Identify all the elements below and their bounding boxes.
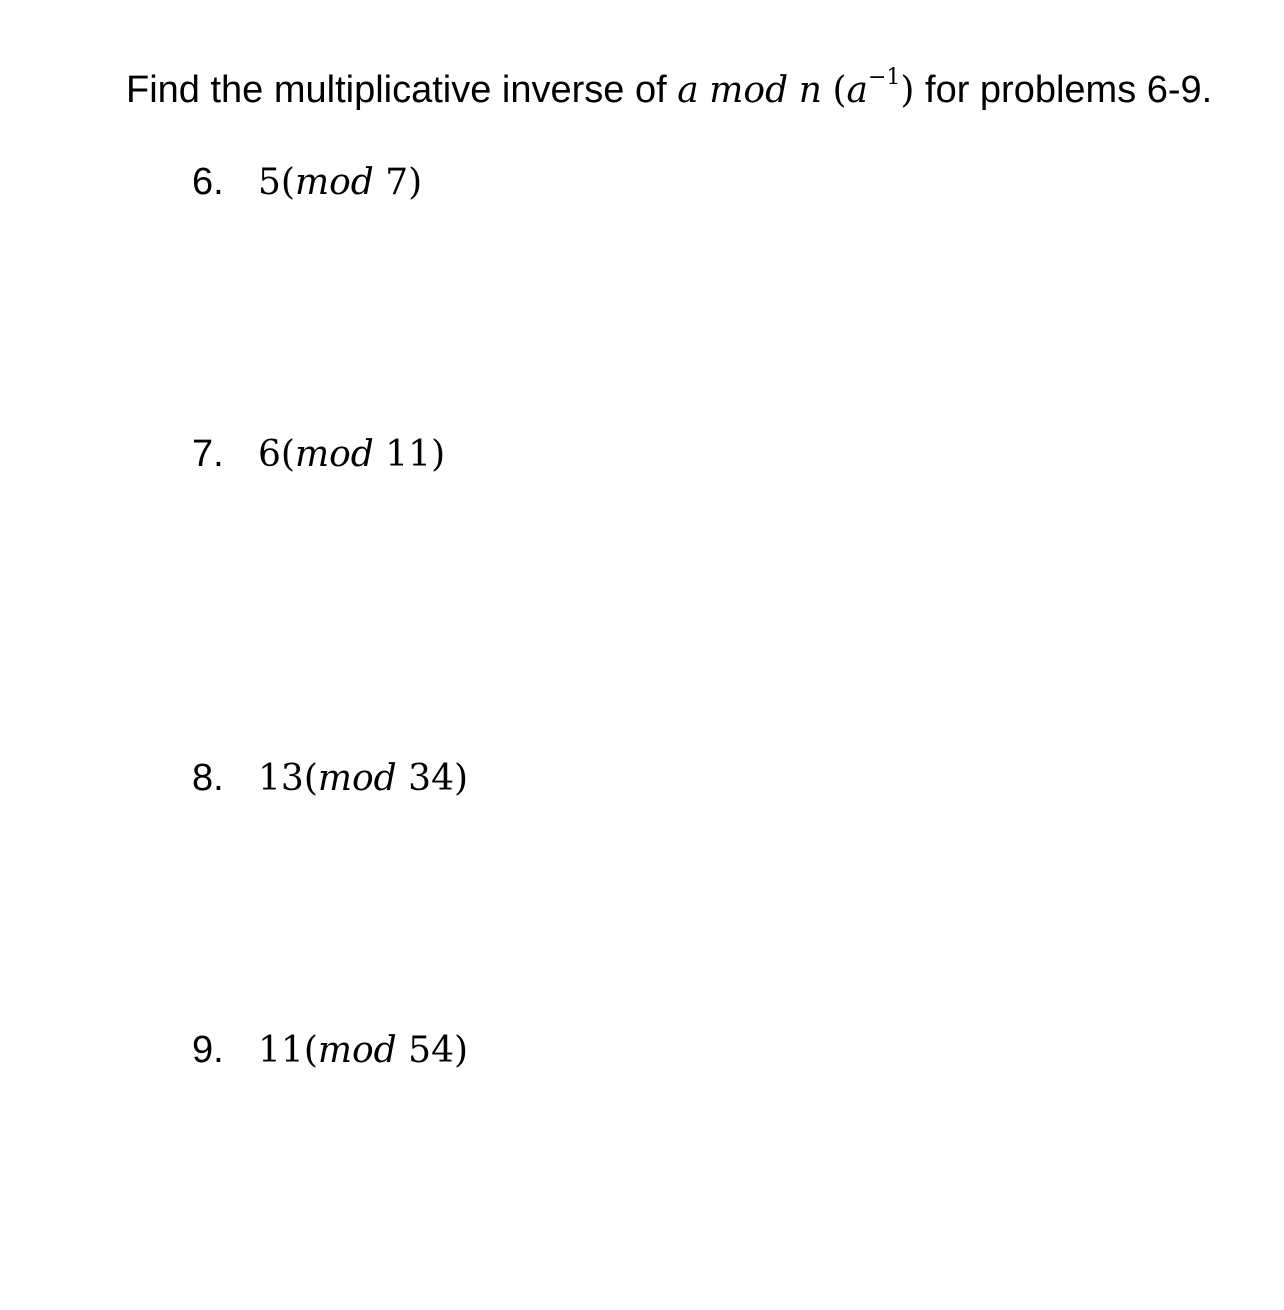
problem-paren-open: ( [303, 1030, 318, 1071]
problem-mod: mod [317, 1030, 397, 1071]
problem-number: 8. [192, 757, 224, 799]
math-mod: mod [709, 70, 789, 111]
problem-a-value: 11 [258, 1030, 304, 1071]
math-variable-n: n [798, 70, 822, 111]
problem-paren-close: ) [408, 162, 423, 203]
problem-item [192, 428, 445, 480]
problem-a-value: 5 [258, 162, 281, 203]
problem-mod: mod [317, 758, 397, 799]
problem-number: 7. [192, 433, 224, 475]
problem-item [192, 752, 468, 804]
problem-paren-open: ( [303, 758, 318, 799]
problem-expression [258, 434, 445, 475]
problem-expression [258, 1030, 468, 1071]
math-exponent: −1 [867, 65, 901, 91]
problem-modulus: 54 [408, 1030, 454, 1071]
problem-modulus: 34 [408, 758, 454, 799]
math-inverse-base: a [846, 70, 868, 111]
problem-item [192, 156, 422, 208]
instruction-suffix: for problems 6-9. [914, 69, 1213, 111]
math-paren-close: ) [900, 70, 915, 111]
problem-modulus: 7 [385, 162, 409, 203]
problem-mod: mod [294, 434, 374, 475]
math-variable-a: a [677, 70, 699, 111]
problem-mod: mod [294, 162, 374, 203]
problem-paren-close: ) [453, 1030, 469, 1071]
instruction-prefix: Find the multiplicative inverse of [126, 69, 678, 111]
problem-number: 9. [192, 1029, 224, 1071]
problem-paren-close: ) [431, 434, 446, 475]
problem-a-value: 13 [258, 758, 304, 799]
instruction-text [126, 64, 1282, 117]
math-paren-open: ( [832, 70, 847, 111]
problem-expression [258, 758, 468, 799]
problem-a-value: 6 [258, 434, 281, 475]
problem-item [192, 1024, 468, 1076]
problem-paren-open: ( [280, 434, 295, 475]
problem-paren-open: ( [280, 162, 295, 203]
problem-number: 6. [192, 161, 224, 203]
problem-paren-close: ) [453, 758, 469, 799]
problem-modulus: 11 [385, 434, 432, 475]
problem-expression [258, 162, 422, 203]
